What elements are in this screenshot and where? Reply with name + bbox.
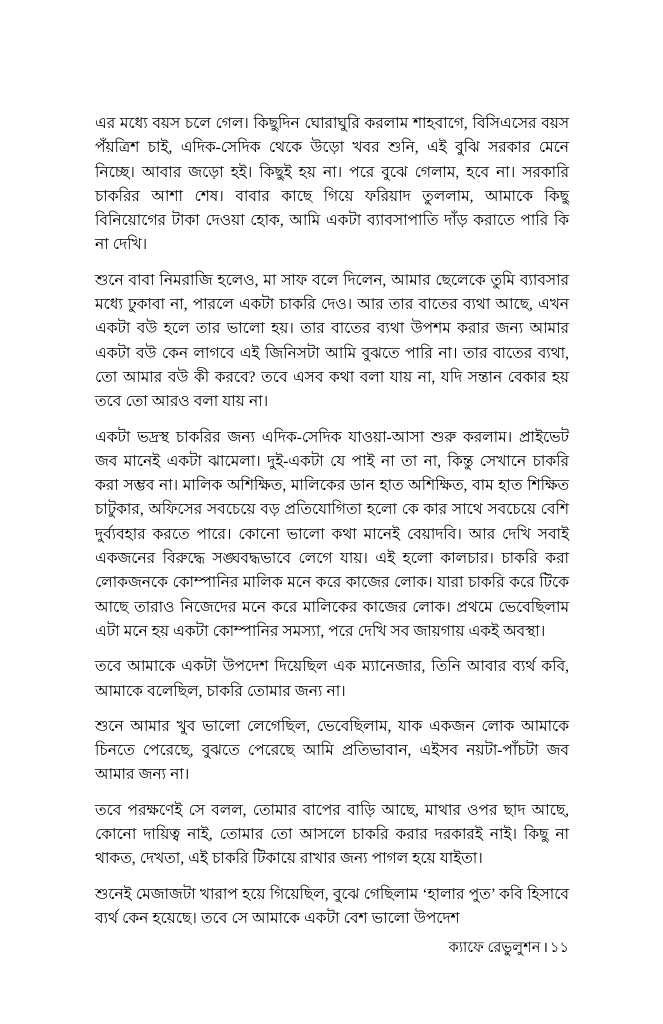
page-text-column	[95, 112, 569, 931]
body-paragraph: তবে আমাকে একটা উপদেশ দিয়েছিল এক ম্যানেজার, তিনি আবার ব্যর্থ কবি, আমাকে বলেছিল, চাকরি তোমার জন্য না।	[95, 658, 569, 700]
footer-separator: ।	[542, 940, 549, 956]
footer-page-number: ১১	[550, 940, 569, 956]
body-paragraph: একটা ভদ্রস্থ চাকরির জন্য এদিক-সেদিক যাওয়া-আসা শুরু করলাম। প্রাইভেট জব মানেই একটা ঝামেলা। দুই-একটা যে পাই না তা না, কিন্তু সেখানে চাকরি করা সম্ভব না। মালিক অশিক্ষিত, মালিকের ডান হাত অশিক্ষিত, বাম হাত শিক্ষিত চাটুকার, অফিসের সবচেয়ে বড় প্রতিযোগিতা হলো কে কার সাথে সবচেয়ে বেশি দুর্ব্যবহার করতে পারে। কোনো ভালো কথা মানেই বেয়াদবি। আর দেখি সবাই একজনের বিরুদ্ধে সঙ্ঘবদ্ধভাবে লেগে যায়। এই হলো কালচার। চাকরি করা লোকজনকে কোম্পানির মালিক মনে করে কাজের লোক। যারা চাকরি করে টিকে আছে তারাও নিজেদের মনে করে মালিকের কাজের লোক। প্রথমে ভেবেছিলাম এটা মনে হয় একটা কোম্পানির সমস্যা, পরে দেখি সব জায়গায় একই অবস্থা।	[95, 428, 569, 640]
body-paragraph: শুনেই মেজাজটা খারাপ হয়ে গিয়েছিল, বুঝে গেছিলাম ‘হালার পুত’ কবি হিসাবে ব্যর্থ কেন হয়েছে। তবে সে আমাকে একটা বেশ ভালো উপদেশ	[95, 885, 569, 927]
footer-book-title: ক্যাফে রেভুলুশন	[448, 940, 541, 956]
body-paragraph: শুনে আমার খুব ভালো লেগেছিল, ভেবেছিলাম, যাক একজন লোক আমাকে চিনতে পেরেছে, বুঝতে পেরেছে আমি প্রতিভাবান, এইসব নয়টা-পাঁচটা জব আমার জন্য না।	[95, 717, 569, 784]
body-paragraph: তবে পরক্ষণেই সে বলল, তোমার বাপের বাড়ি আছে, মাথার ওপর ছাদ আছে, কোনো দায়িত্ব নাই, তোমার তো আসলে চাকরি করার দরকারই নাই। কিছু না থাকত, দেখতা, এই চাকরি টিকায়ে রাখার জন্য পাগল হয়ে যাইতা।	[95, 801, 569, 868]
body-paragraph: শুনে বাবা নিমরাজি হলেও, মা সাফ বলে দিলেন, আমার ছেলেকে তুমি ব্যাবসার মধ্যে ঢুকাবা না, পারলে একটা চাকরি দেও। আর তার বাতের ব্যথা আছে, এখন একটা বউ হলে তার ভালো হয়। তার বাতের ব্যথা উপশম করার জন্য আমার একটা বউ কেন লাগবে এই জিনিসটা আমি বুঝতে পারি না। তার বাতের ব্যথা, তো আমার বউ কী করবে? তবে এসব কথা বলা যায় না, যদি সন্তান বেকার হয় তবে তো আরও বলা যায় না।	[95, 271, 569, 411]
page-footer	[95, 938, 569, 958]
body-paragraph: এর মধ্যে বয়স চলে গেল। কিছুদিন ঘোরাঘুরি করলাম শাহবাগে, বিসিএসের বয়স পঁয়ত্রিশ চাই, এদিক-সেদিক থেকে উড়ো খবর শুনি, এই বুঝি সরকার মেনে নিচ্ছে। আবার জড়ো হই। কিছুই হয় না। পরে বুঝে গেলাম, হবে না। সরকারি চাকরির আশা শেষ। বাবার কাছে গিয়ে ফরিয়াদ তুললাম, আমাকে কিছু বিনিয়োগের টাকা দেওয়া হোক, আমি একটা ব্যাবসাপাতি দাঁড় করাতে পারি কি না দেখি।	[95, 115, 569, 254]
